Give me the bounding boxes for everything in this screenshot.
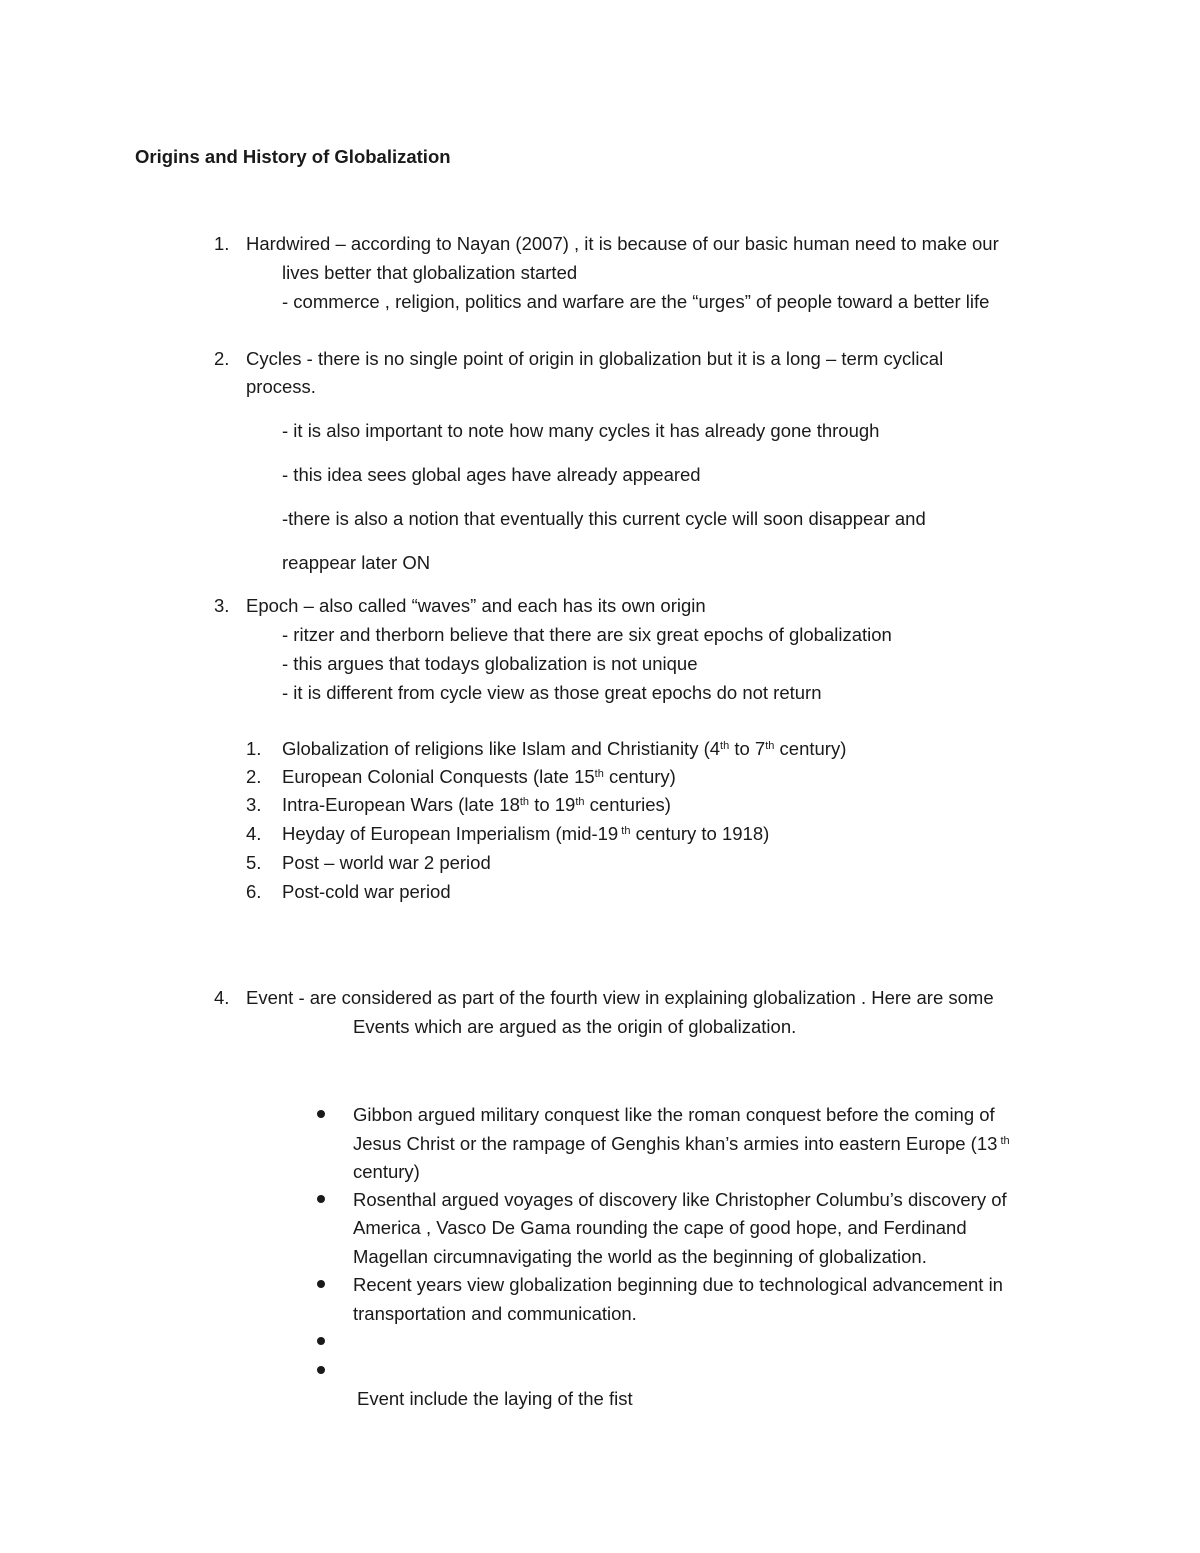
epoch-number: 4. xyxy=(246,823,262,844)
list-item-text: - it is different from cycle view as those great epochs do not return xyxy=(282,682,822,703)
epoch-item: Post-cold war period xyxy=(282,881,451,902)
list-item-text: Event - are considered as part of the fourth view in explaining globalization . Here are some xyxy=(246,987,994,1008)
epoch-number: 1. xyxy=(246,738,262,759)
list-item-text: - commerce , religion, politics and warfare are the “urges” of people toward a better life xyxy=(282,291,990,312)
bullet-icon xyxy=(317,1337,325,1345)
bullet-icon xyxy=(317,1110,325,1118)
list-item-text: - this argues that todays globalization is not unique xyxy=(282,653,698,674)
bullet-icon xyxy=(317,1195,325,1203)
list-item-text: - ritzer and therborn believe that there are six great epochs of globalization xyxy=(282,624,892,645)
bullet-text: transportation and communication. xyxy=(353,1303,637,1324)
list-number: 4. xyxy=(214,987,230,1008)
bullet-text: Recent years view globalization beginning due to technological advancement in xyxy=(353,1274,1003,1295)
list-item-text: - it is also important to note how many cycles it has already gone through xyxy=(282,420,880,441)
epoch-item: European Colonial Conquests (late 15th century) xyxy=(282,766,676,787)
list-item-text: -there is also a notion that eventually this current cycle will soon disappear and xyxy=(282,508,926,529)
page-title: Origins and History of Globalization xyxy=(135,146,451,167)
epoch-item: Post – world war 2 period xyxy=(282,852,491,873)
list-item-text: Hardwired – according to Nayan (2007) , it is because of our basic human need to make our xyxy=(246,233,999,254)
list-item-text: process. xyxy=(246,376,316,397)
epoch-item: Globalization of religions like Islam and Christianity (4th to 7th century) xyxy=(282,738,847,759)
bullet-text: America , Vasco De Gama rounding the cape of good hope, and Ferdinand xyxy=(353,1217,967,1238)
list-number: 3. xyxy=(214,595,230,616)
epoch-number: 3. xyxy=(246,794,262,815)
list-item-text: - this idea sees global ages have already appeared xyxy=(282,464,701,485)
bullet-text: Gibbon argued military conquest like the roman conquest before the coming of xyxy=(353,1104,995,1125)
bullet-text: Jesus Christ or the rampage of Genghis khan’s armies into eastern Europe (13 $^{th}$ xyxy=(353,1133,1010,1154)
trailing-text: Event include the laying of the fist xyxy=(357,1388,633,1409)
epoch-item: Heyday of European Imperialism (mid-19 $^{th}$ century to 1918) xyxy=(282,823,770,844)
list-item-text: reappear later ON xyxy=(282,552,431,573)
list-number: 2. xyxy=(214,348,230,369)
list-item-text: Events which are argued as the origin of globalization. xyxy=(353,1016,797,1037)
list-item-text: lives better that globalization started xyxy=(282,262,578,283)
epoch-number: 2. xyxy=(246,766,262,787)
bullet-icon xyxy=(317,1280,325,1288)
epoch-item: Intra-European Wars (late 18th to 19th centuries) xyxy=(282,794,671,815)
bullet-text: Magellan circumnavigating the world as the beginning of globalization. xyxy=(353,1246,927,1267)
bullet-text: century) xyxy=(353,1161,420,1182)
bullet-icon xyxy=(317,1366,325,1374)
epoch-number: 6. xyxy=(246,881,262,902)
list-number: 1. xyxy=(214,233,230,254)
list-item-text: Epoch – also called “waves” and each has its own origin xyxy=(246,595,706,616)
epoch-number: 5. xyxy=(246,852,262,873)
list-item-text: Cycles - there is no single point of origin in globalization but it is a long – term cyclical xyxy=(246,348,944,369)
bullet-text: Rosenthal argued voyages of discovery like Christopher Columbu’s discovery of xyxy=(353,1189,1007,1210)
